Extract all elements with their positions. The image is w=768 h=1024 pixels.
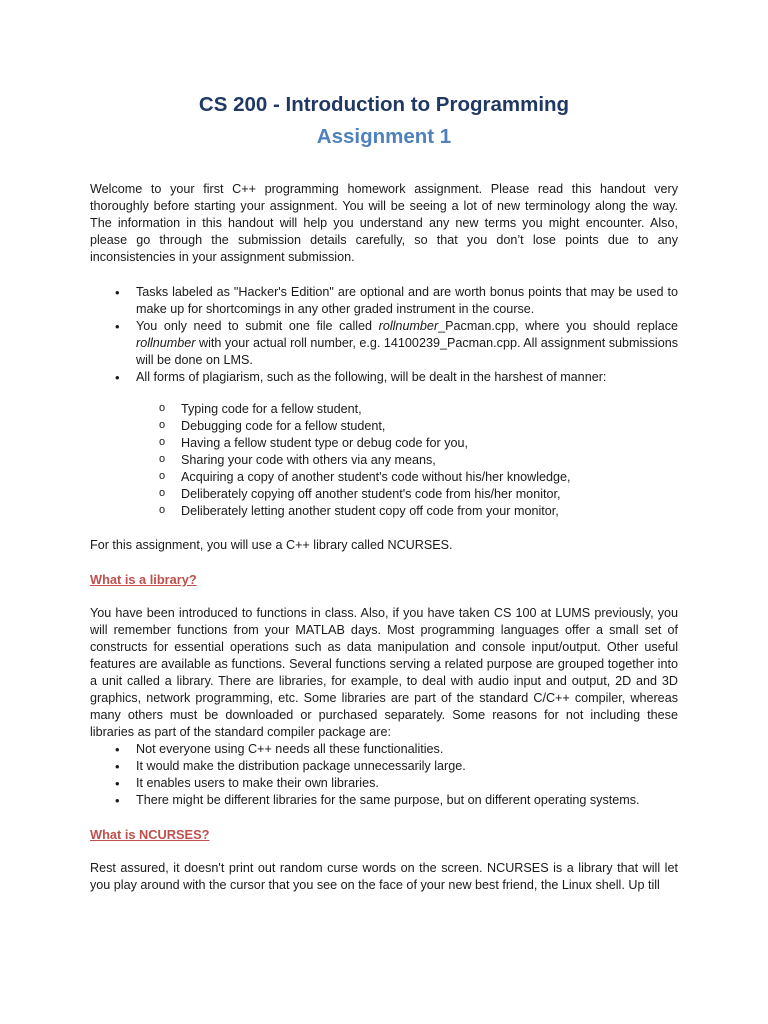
list-item: • All forms of plagiarism, such as the following, will be dealt in the harshest of manner: (90, 369, 678, 386)
list-item: o Sharing your code with others via any means, (90, 452, 678, 469)
list-item: • There might be different libraries for the same purpose, but on different operating systems. (90, 792, 678, 809)
list-item: o Deliberately copying off another student's code from his/her monitor, (90, 486, 678, 503)
document-subtitle: Assignment 1 (316, 125, 452, 148)
intro-paragraph: Welcome to your first C++ programming homework assignment. Please read this handout very thoroughly before starting your assignment. You will be seeing a lot of new terminology along the way. The information in this handout will help you understand any new terms you might encounter. Also, please go through the submission details carefully, so that you don’t lose points due to any inconsistencies in your assignment submission. (90, 182, 678, 264)
submission-text-mid: _Pacman.cpp, where you should replace (438, 319, 678, 333)
list-item: o Debugging code for a fellow student, (90, 418, 678, 435)
list-item: • Tasks labeled as "Hacker's Edition" are optional and are worth bonus points that may be used to make up for shortcomings in any other graded instrument in the course. (90, 284, 678, 318)
rollnumber-term: rollnumber (136, 336, 196, 350)
rollnumber-term: rollnumber (378, 319, 439, 333)
library-line: For this assignment, you will use a C++ library called NCURSES. (90, 538, 453, 552)
submission-text-after: with your actual roll number, e.g. 14100239_Pacman.cpp. All assignment submissions will be done on LMS. (136, 336, 678, 367)
list-item: o Acquiring a copy of another student's code without his/her knowledge, (90, 469, 678, 486)
list-item: • Not everyone using C++ needs all these functionalities. (90, 741, 678, 758)
list-item: o Deliberately letting another student copy off code from your monitor, (90, 503, 678, 520)
list-item: • It would make the distribution package unnecessarily large. (90, 758, 678, 775)
submission-text-before: You only need to submit one file called (136, 319, 379, 333)
list-item (90, 318, 678, 369)
list-item: • It enables users to make their own libraries. (90, 775, 678, 792)
section-heading-ncurses: What is NCURSES? (90, 827, 210, 842)
list-item: o Having a fellow student type or debug code for you, (90, 435, 678, 452)
instructions-list (90, 284, 678, 386)
document-title: CS 200 - Introduction to Programming (198, 93, 570, 116)
ncurses-paragraph: Rest assured, it doesn't print out random curse words on the screen. NCURSES is a library that will let you play around with the cursor that you see on the face of your new best friend, the Linux shell. Up till (90, 861, 678, 892)
section-heading-library: What is a library? (90, 572, 197, 587)
list-item: o Typing code for a fellow student, (90, 401, 678, 418)
library-paragraph: You have been introduced to functions in class. Also, if you have taken CS 100 at LUMS previously, you will remember functions from your MATLAB days. Most programming languages offer a small set of constructs for essential operations such as data manipulation and console input/output. Other useful features are available as functions. Several functions serving a related purpose are grouped together into a unit called a library. There are libraries, for example, to deal with audio input and output, 2D and 3D graphics, network programming, etc. Some libraries are part of the standard C/C++ compiler, whereas many others must be downloaded or purchased separately. Some reasons for not including these libraries as part of the standard compiler package are: (90, 606, 678, 739)
reasons-list (90, 741, 678, 809)
plagiarism-list (90, 401, 678, 520)
